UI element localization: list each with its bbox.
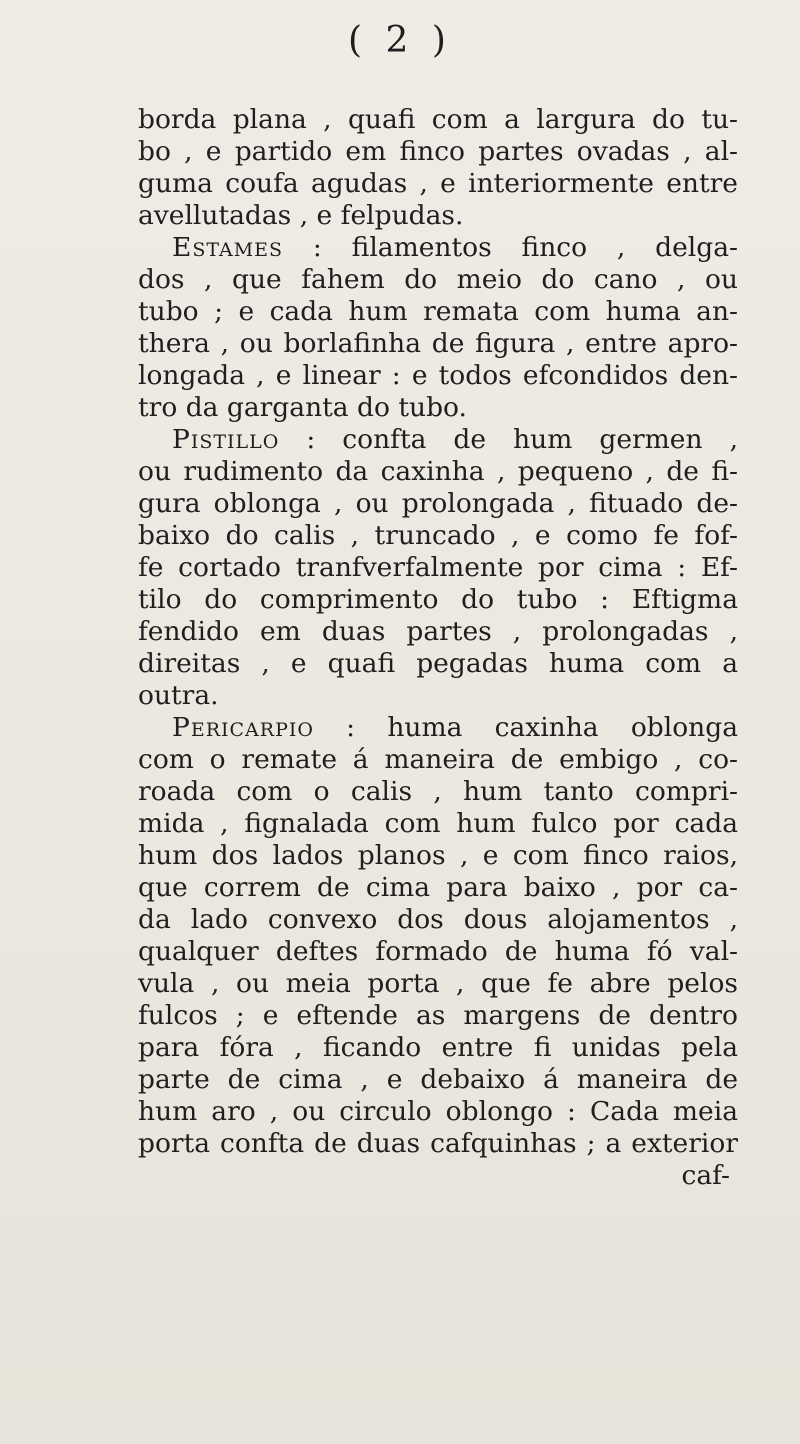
line-text: longada , e linear : e todos efcondidos den- xyxy=(138,360,738,391)
text-line xyxy=(138,840,738,872)
text-line xyxy=(138,296,738,328)
text-line xyxy=(138,1000,738,1032)
line-text: : filamentos finco , delga- xyxy=(283,232,738,263)
text-line xyxy=(138,936,738,968)
text-line xyxy=(138,1128,738,1160)
section-term: Pericarpio xyxy=(172,712,314,743)
line-text: tro da garganta do tubo. xyxy=(138,392,467,423)
page-number: ( 2 ) xyxy=(348,20,452,61)
line-text: hum aro , ou circulo oblongo : Cada meia xyxy=(138,1096,738,1127)
line-text: da lado convexo dos dous alojamentos , xyxy=(138,904,738,935)
line-text: baixo do calis , truncado , e como fe fof- xyxy=(138,520,738,551)
text-line xyxy=(138,648,738,680)
text-line xyxy=(138,168,738,200)
line-text: hum dos lados planos , e com finco raios, xyxy=(138,840,738,871)
line-text: fe cortado tranfverfalmente por cima : Ef- xyxy=(138,552,738,583)
line-text: gura oblonga , ou prolongada , fituado de- xyxy=(138,488,738,519)
text-line xyxy=(138,424,738,456)
line-text: dos , que fahem do meio do cano , ou xyxy=(138,264,738,295)
line-text: porta confta de duas cafquinhas ; a exterior xyxy=(138,1128,738,1159)
line-text: fendido em duas partes , prolongadas , xyxy=(138,616,738,647)
line-text: que correm de cima para baixo , por ca- xyxy=(138,872,738,903)
line-text: direitas , e quafi pegadas huma com a xyxy=(138,648,738,679)
text-line xyxy=(138,744,738,776)
text-line xyxy=(138,200,738,232)
line-text: parte de cima , e debaixo á maneira de xyxy=(138,1064,738,1095)
text-line xyxy=(138,360,738,392)
line-text: ou rudimento da caxinha , pequeno , de fi- xyxy=(138,456,738,487)
line-text: avellutadas , e felpudas. xyxy=(138,200,464,231)
line-text: vula , ou meia porta , que fe abre pelos xyxy=(138,968,738,999)
text-line xyxy=(138,968,738,1000)
line-text: thera , ou borlafinha de figura , entre apro- xyxy=(138,328,738,359)
text-line xyxy=(138,232,738,264)
line-text: borda plana , quafi com a largura do tu- xyxy=(138,104,738,135)
text-line xyxy=(138,776,738,808)
text-line xyxy=(138,264,738,296)
text-line xyxy=(138,456,738,488)
text-line xyxy=(138,104,738,136)
line-text: fulcos ; e eftende as margens de dentro xyxy=(138,1000,738,1031)
section-term: Pistillo xyxy=(172,424,280,455)
line-text: para fóra , ficando entre fi unidas pela xyxy=(138,1032,738,1063)
text-line xyxy=(138,808,738,840)
text-line xyxy=(138,1064,738,1096)
text-line xyxy=(138,680,738,712)
line-text: : huma caxinha oblonga xyxy=(313,712,738,743)
text-line xyxy=(138,520,738,552)
text-line xyxy=(138,1032,738,1064)
catchword: caf- xyxy=(681,1160,730,1191)
text-line xyxy=(138,584,738,616)
line-text: com o remate á maneira de embigo , co- xyxy=(138,744,738,775)
text-line xyxy=(138,328,738,360)
text-line xyxy=(138,872,738,904)
line-text: guma coufa agudas , e interiormente entre xyxy=(138,168,738,199)
body-text xyxy=(138,104,738,1192)
line-text: qualquer deftes formado de huma fó val- xyxy=(138,936,738,967)
text-line xyxy=(138,552,738,584)
text-line xyxy=(138,1096,738,1128)
line-text: tubo ; e cada hum remata com huma an- xyxy=(138,296,738,327)
text-line xyxy=(138,392,738,424)
section-term: Estames xyxy=(172,232,284,263)
text-line xyxy=(138,488,738,520)
text-line xyxy=(138,616,738,648)
text-line xyxy=(138,136,738,168)
line-text: : confta de hum germen , xyxy=(279,424,738,455)
line-text: outra. xyxy=(138,680,219,711)
line-text: tilo do comprimento do tubo : Eftigma xyxy=(138,584,738,615)
line-text: mida , fignalada com hum fulco por cada xyxy=(138,808,738,839)
line-text: roada com o calis , hum tanto compri- xyxy=(138,776,738,807)
text-line xyxy=(138,712,738,744)
line-text: bo , e partido em finco partes ovadas , al- xyxy=(138,136,738,167)
text-line xyxy=(138,904,738,936)
